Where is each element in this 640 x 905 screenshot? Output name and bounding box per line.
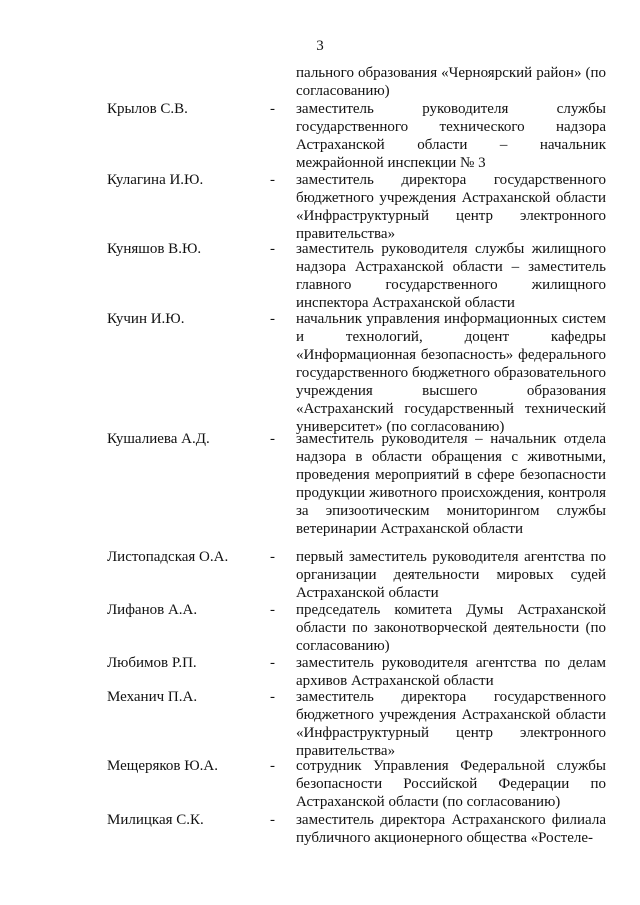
person-name: Куняшов В.Ю. [107, 241, 202, 257]
dash-separator: - [270, 431, 275, 447]
position-text: заместитель директора государственного бюджетного учреждения Астраханской области «Инфраструктурный центр электронного правительства» [296, 172, 606, 242]
position-text: заместитель директора государственного бюджетного учреждения Астраханской области «Инфраструктурный центр электронного правительства» [296, 689, 606, 759]
dash-separator: - [270, 602, 275, 618]
position-text: председатель комитета Думы Астраханской области по законотворческой деятельности (по согласованию) [296, 602, 606, 654]
person-name: Кучин И.Ю. [107, 311, 185, 327]
dash-separator: - [270, 101, 275, 117]
person-name: Листопадская О.А. [107, 549, 229, 565]
person-name: Милицкая С.К. [107, 812, 204, 828]
dash-separator: - [270, 241, 275, 257]
position-text: заместитель директора Астраханского филиала публичного акционерного общества «Ростеле- [296, 812, 606, 846]
dash-separator: - [270, 758, 275, 774]
page-number: 3 [316, 38, 324, 54]
dash-separator: - [270, 655, 275, 671]
person-name: Кушалиева А.Д. [107, 431, 210, 447]
dash-separator: - [270, 311, 275, 327]
continuation-text: пального образования «Черноярский район» (по согласованию) [296, 65, 606, 99]
person-name: Мещеряков Ю.А. [107, 758, 219, 774]
dash-separator: - [270, 689, 275, 705]
person-name: Механич П.А. [107, 689, 198, 705]
position-text: начальник управления информационных систем и технологий, доцент кафедры «Информационная безопасность» федерального государственного бюджетного образовательного учреждения высшего образования «Астраханский государственный технический университет» (по согласованию) [296, 311, 606, 435]
position-text: первый заместитель руководителя агентства по организации деятельности мировых судей Астраханской области [296, 549, 606, 601]
position-text: заместитель руководителя – начальник отдела надзора в области обращения с животными, проведения мероприятий в сфере безопасности продукции животного происхождения, контроля за эпизоотическим мониторингом службы ветеринарии Астраханской области [296, 431, 606, 537]
dash-separator: - [270, 549, 275, 565]
person-name: Лифанов А.А. [107, 602, 198, 618]
person-name: Кулагина И.Ю. [107, 172, 204, 188]
person-name: Любимов Р.П. [107, 655, 197, 671]
dash-separator: - [270, 172, 275, 188]
position-text: заместитель руководителя агентства по делам архивов Астраханской области [296, 655, 606, 689]
dash-separator: - [270, 812, 275, 828]
person-name: Крылов С.В. [107, 101, 188, 117]
position-text: сотрудник Управления Федеральной службы безопасности Российской Федерации по Астраханской области (по согласованию) [296, 758, 606, 810]
position-text: заместитель руководителя службы жилищного надзора Астраханской области – заместитель главного государственного жилищного инспектора Астраханской области [296, 241, 606, 311]
position-text: заместитель руководителя службы государственного технического надзора Астраханской области – начальник межрайонной инспекции № 3 [296, 101, 606, 171]
